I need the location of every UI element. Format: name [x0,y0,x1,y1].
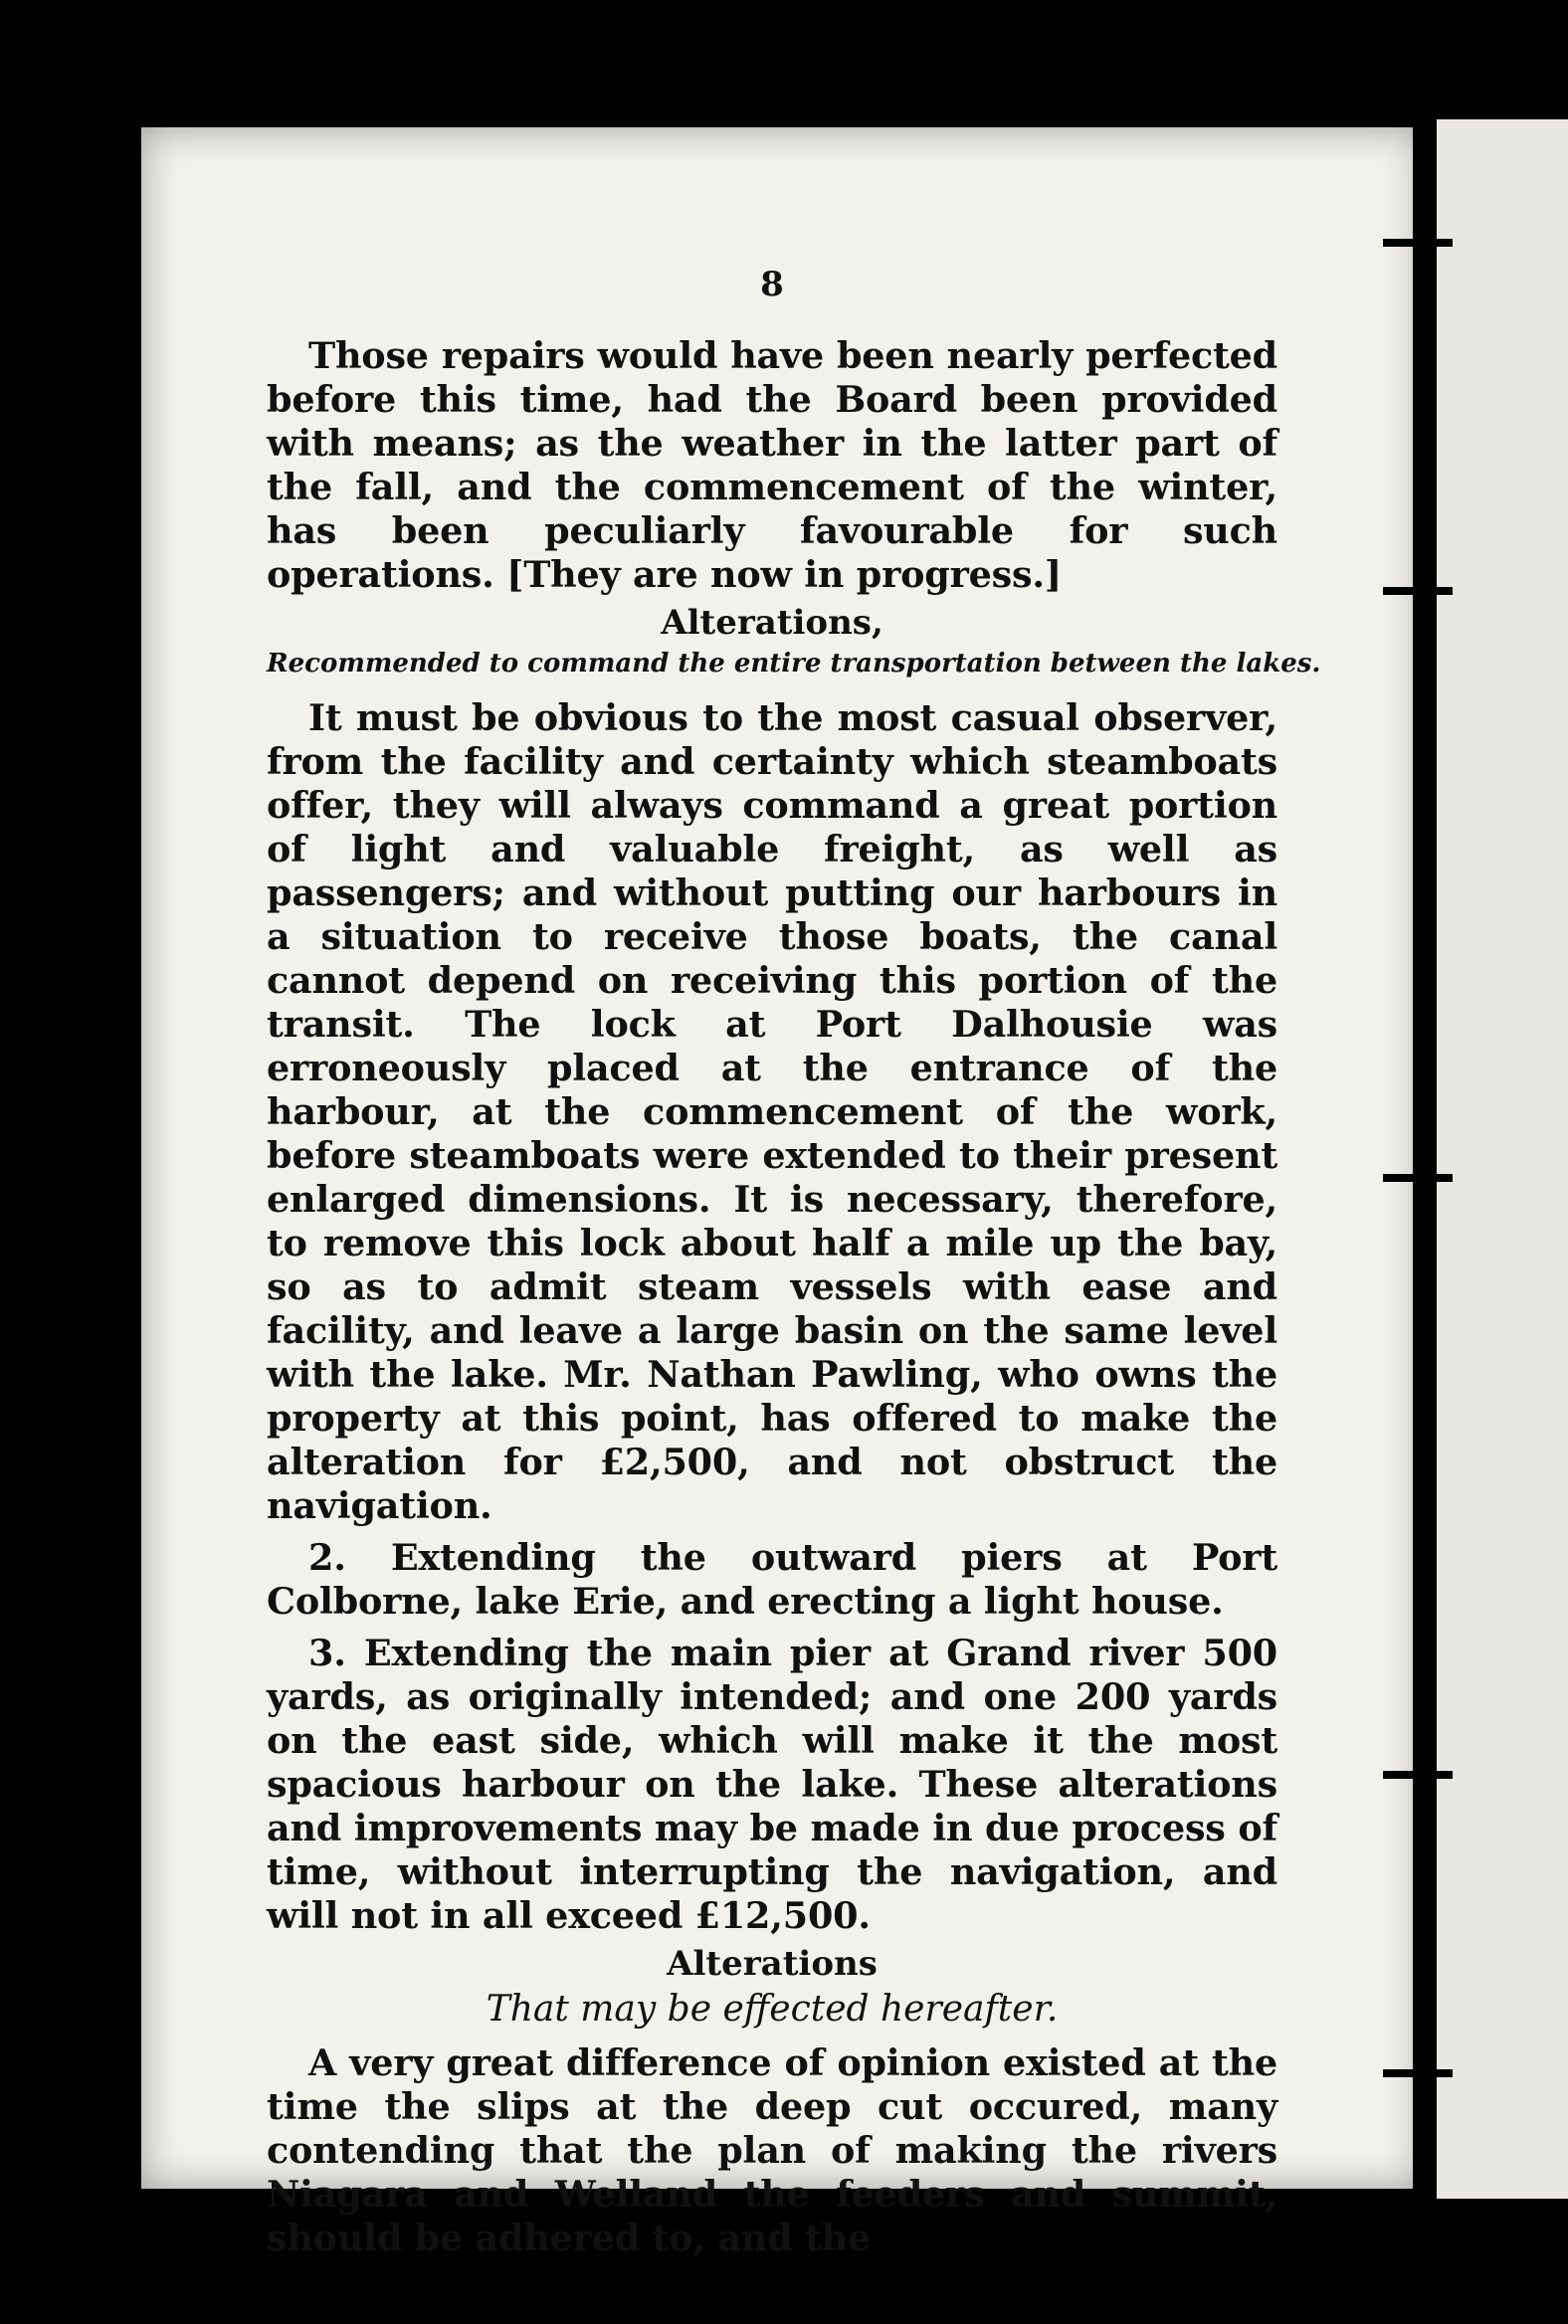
binding-stitch [1383,1771,1453,1779]
paragraph-difference-of-opinion: A very great difference of opinion existed at the time the slips at the deep cut occured, many contending that the plan of making the rivers Niagara and Welland the feeders and summit, should be adhered to, and the [267,2041,1277,2259]
section-subheading-recommended: Recommended to command the entire transportation between the lakes. [267,649,1321,678]
binding-stitch [1383,587,1453,595]
section-heading-alterations-hereafter: Alterations [667,1944,878,1984]
page-text-block [267,255,1321,2260]
paragraph-repairs: Those repairs would have been nearly perfected before this time, had the Board been provided with means; as the weather in the latter part of the fall, and the commencement of the winter, has been peculiarly favourable for such operations. [They are now in progress.] [267,334,1277,596]
binding-stitch [1383,1174,1453,1182]
binding-stitch [1383,2069,1453,2077]
section-subheading-hereafter: That may be effected hereafter. [486,1989,1059,2030]
list-item-grand-river: 3. Extending the main pier at Grand river 500 yards, as originally intended; and one 200 yards on the east side, which will make it the most spacious harbour on the lake. These alterations and improvements may be made in due process of time, without interrupting the navigation, and will not in all exceed £12,500. [267,1632,1277,1937]
facing-page-edge [1437,119,1568,2199]
page-number: 8 [760,265,784,304]
binding-stitch [1383,239,1453,247]
binding-spine [1413,119,1425,2209]
section-heading-alterations: Alterations, [661,603,883,643]
list-item-port-colborne: 2. Extending the outward piers at Port Colborne, lake Erie, and erecting a light house. [267,1536,1277,1623]
paragraph-steamboats: It must be obvious to the most casual observer, from the facility and certainty which steamboats offer, they will always command a great portion of light and valuable freight, as well as passengers; and without putting our harbours in a situation to receive those boats, the canal cannot depend on receiving this portion of the transit. The lock at Port Dalhousie was erroneously placed at the entrance of the harbour, at the commencement of the work, before steamboats were extended to their present enlarged dimensions. It is necessary, therefore, to remove this lock about half a mile up the bay, so as to admit steam vessels with ease and facility, and leave a large basin on the same level with the lake. Mr. Nathan Pawling, who owns the property at this point, has offered to make the alteration for £2,500, and not obstruct the navigation. [267,696,1277,1527]
